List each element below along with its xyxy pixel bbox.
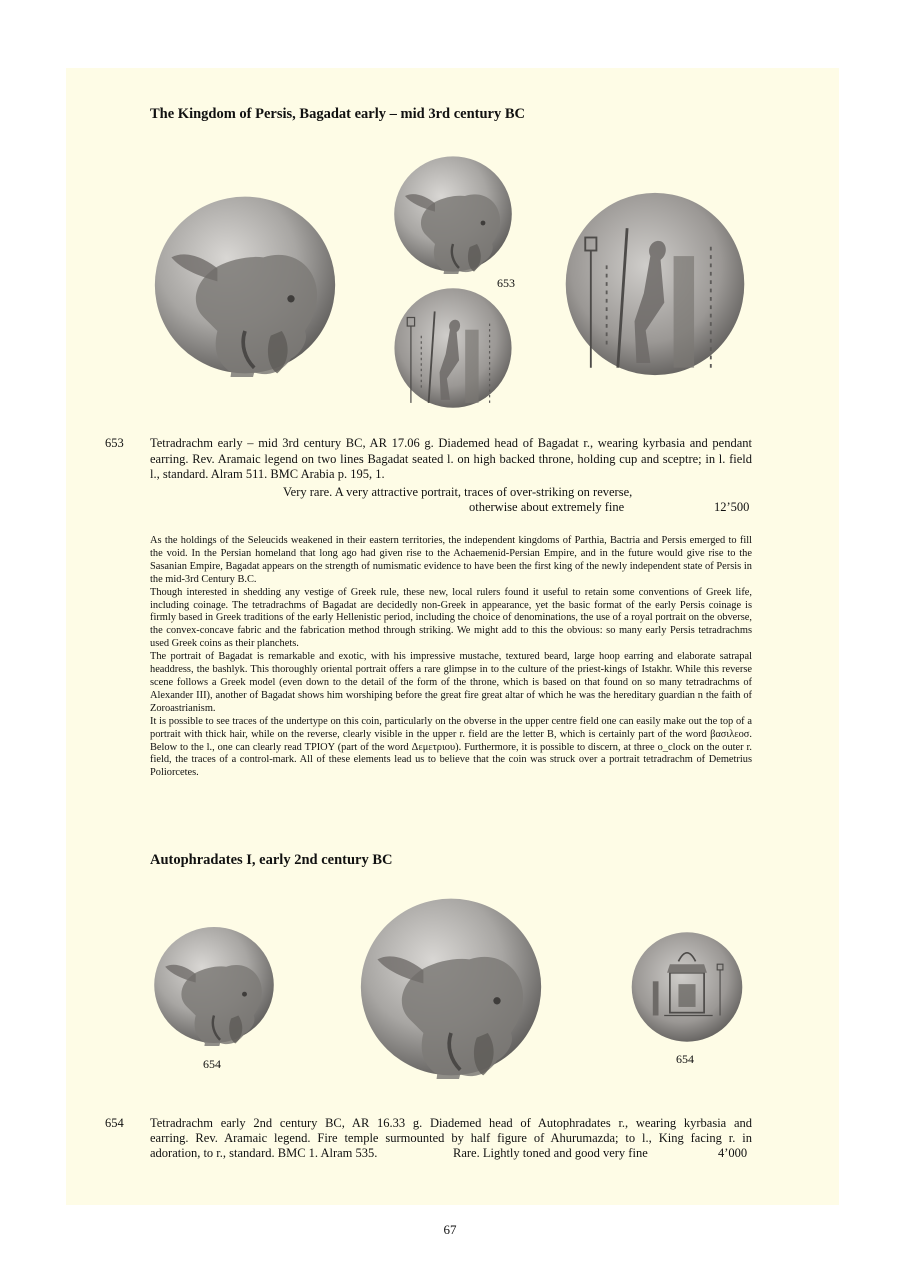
page-number: 67 xyxy=(443,1222,457,1237)
section-heading-autophradates: Autophradates I, early 2nd century BC xyxy=(150,852,393,868)
coin-reverse-fire-temple-icon xyxy=(625,930,749,1044)
lot-number-653: 653 xyxy=(105,436,124,450)
lot-essay xyxy=(150,535,752,780)
coin-obverse-autophradates-actual-size-icon xyxy=(150,924,278,1046)
lot-number-654: 654 xyxy=(105,1116,124,1130)
figure-label-654-left: 654 xyxy=(203,1057,221,1071)
lot-estimate-653: 12’500 xyxy=(714,500,750,514)
figure-label-654-right: 654 xyxy=(676,1052,694,1066)
lot-condition-653-line2: otherwise about extremely fine xyxy=(469,500,625,514)
coin-obverse-bagadat-enlarged-icon xyxy=(148,193,342,377)
lot-estimate-654: 4’000 xyxy=(718,1146,748,1160)
lot-condition-654: Rare. Lightly toned and good very fine xyxy=(453,1146,648,1160)
coin-reverse-bagadat-enlarged-icon xyxy=(562,186,748,382)
lot-condition-653-line1: Very rare. A very attractive portrait, traces of over-striking on reverse, xyxy=(283,485,633,499)
coin-obverse-bagadat-actual-size-icon xyxy=(389,154,517,274)
section-heading-bagadat: The Kingdom of Persis, Bagadat early – mid 3rd century BC xyxy=(150,106,525,122)
essay-paragraph: It is possible to see traces of the undertype on this coin, particularly on the obverse in the upper centre field one can easily make out the top of a portrait with thick hair, while on the reverse, clearly visible in the upper r. field are the letter B, which is certainly part of the word βασιλεοσ. Below to the l., one can clearly read TPIOY (part of the word Δεμετριου). Furthermore, it is possible to discern, at three o_clock on the outer r. field, the traces of a control-mark. All of these elements lead us to believe that the coin was struck over a portrait tetradrachm of Demetrius Poliorcetes. xyxy=(150,715,752,779)
lot-description-654-line1: Tetradrachm early 2nd century BC, AR 16.33 g. Diademed head of Autophradates r., wearing kyrbasia and xyxy=(150,1116,752,1130)
coin-reverse-bagadat-actual-size-icon xyxy=(392,284,514,412)
lot-description-653: Tetradrachm early – mid 3rd century BC, AR 17.06 g. Diademed head of Bagadat r., wearing kyrbasia and pendant earring. Rev. Aramaic legend on two lines Bagadat seated l. on high backed throne, holding cup and sceptre; in l. field l., standard. Alram 511. BMC Arabia p. 195, 1. xyxy=(150,436,752,481)
figure-label-653: 653 xyxy=(497,276,515,290)
essay-paragraph: The portrait of Bagadat is remarkable and exotic, with his impressive mustache, textured beard, large hoop earring and elaborate satrapal headdress, the bashlyk. This thoroughly oriental portrait offers a rare glimpse in to the culture of the priest-kings of Istakhr. While this reverse scene follows a Greek model (even down to the detail of the form of the throne, which is based on that found on so many tetradrachms of Alexander III), another of Bagadat shows him worshiping before the great fire great altar of which he was the hereditary guardian n the faith of Zoroastrianism. xyxy=(150,651,752,714)
coin-obverse-autophradates-enlarged-icon xyxy=(355,895,547,1079)
essay-paragraph: As the holdings of the Seleucids weakened in their eastern territories, the independent kingdoms of Parthia, Bactria and Persis emerged to fill the void. In the Persian homeland that long ago had given rise to the Achaemenid-Persian Empire, and in the future would give rise to the Sasanian Empire, Bagadat appears on the strength of numismatic evidence to have been the first king of the newly independent state of Persis in the mid-3rd Century B.C. xyxy=(150,535,752,585)
lot-description-654-line3: adoration, to r., standard. BMC 1. Alram 535. xyxy=(150,1146,378,1160)
essay-paragraph: Though interested in shedding any vestige of Greek rule, these new, local rulers found it useful to retain some conventions of Greek life, including coinage. The tetradrachms of Bagadat are decidedly non-Greek in appearance, yet the basic format of the early Persis coinage is firmly based in Greek traditions of the early Hellenistic period, including the choice of denominations, the use of a royal portrait on the obverse, the convex-concave fabric and the fabrication method through striking. We might add to this the obvious: so many early Persis tetradrachms used Greek coins as their planchets. xyxy=(150,586,752,650)
lot-description-654-line2: earring. Rev. Aramaic legend. Fire temple surmounted by half figure of Ahurumazda; to l., King facing r. in xyxy=(150,1131,752,1145)
